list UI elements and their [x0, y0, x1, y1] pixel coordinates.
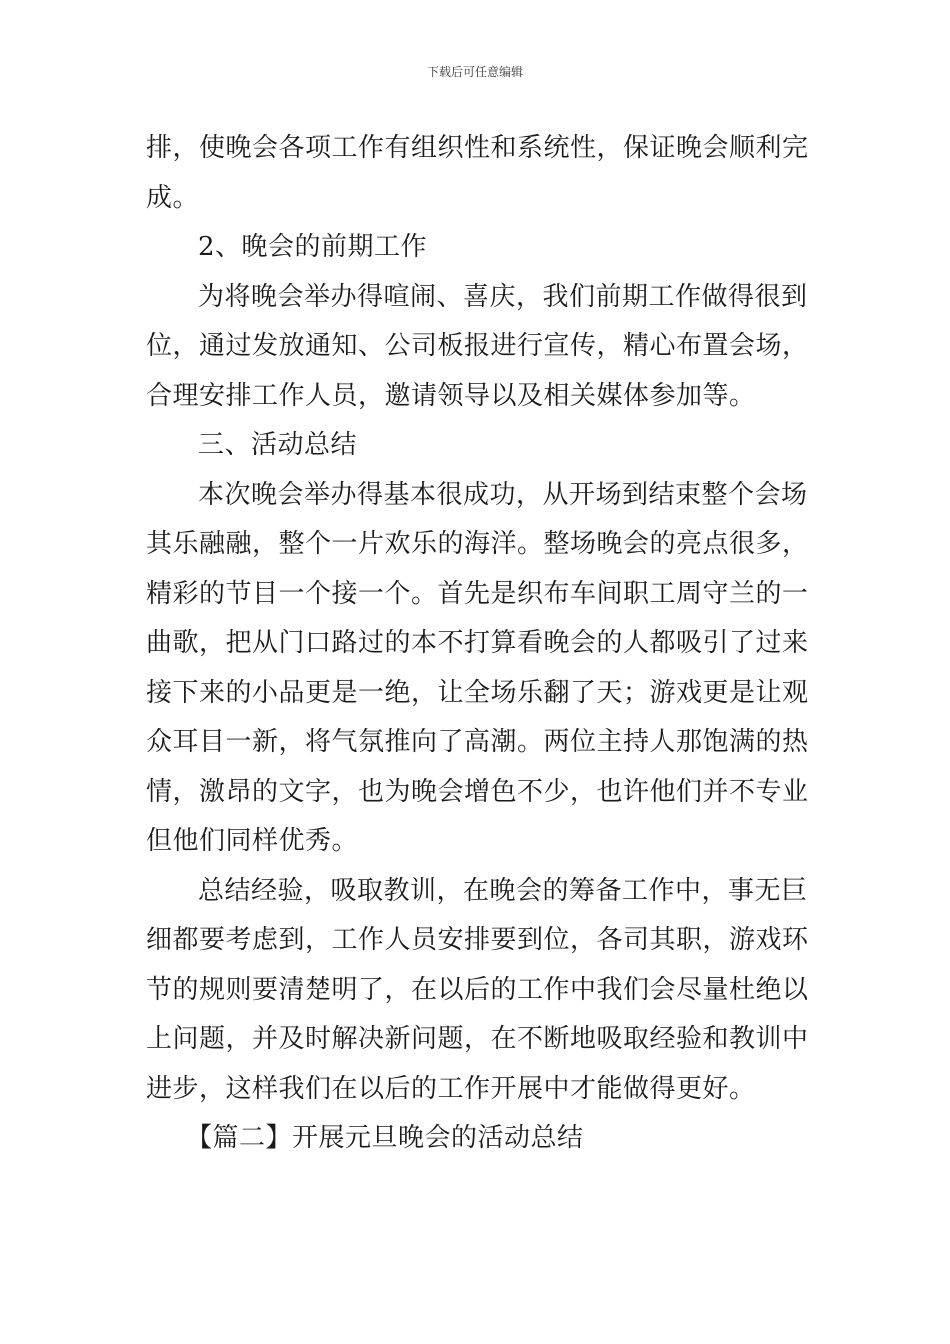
body-line: 曲歌，把从门口路过的本不打算看晚会的人都吸引了过来	[146, 628, 809, 658]
header-note: 下载后可任意编辑	[426, 65, 523, 79]
body-line: 但他们同样优秀。	[146, 826, 359, 856]
body-line: 为将晚会举办得喧闹、喜庆，我们前期工作做得很到	[198, 281, 808, 312]
body-line: 节的规则要清楚明了，在以后的工作中我们会尽量杜绝以	[146, 974, 809, 1005]
section-heading: 2、晚会的前期工作	[198, 232, 428, 262]
document-body	[146, 124, 816, 1164]
body-line: 细都要考虑到，工作人员安排要到位，各司其职，游戏环	[146, 925, 809, 955]
body-line: 其乐融融，整个一片欢乐的海洋。整场晚会的亮点很多，	[146, 529, 809, 559]
body-line: 合理安排工作人员，邀请领导以及相关媒体参加等。	[146, 380, 756, 411]
body-line: 排，使晚会各项工作有组织性和系统性，保证晚会顺利完	[146, 133, 809, 163]
body-line: 本次晚会举办得基本很成功，从开场到结束整个会场	[198, 479, 808, 510]
body-line: 情，激昂的文字，也为晚会增色不少，也许他们并不专业	[146, 776, 809, 807]
body-line: 成。	[146, 182, 200, 213]
section-heading: 三、活动总结	[198, 430, 358, 460]
body-line: 接下来的小品更是一绝，让全场乐翻了天；游戏更是让观	[146, 677, 809, 708]
body-line: 上问题，并及时解决新问题，在不断地吸取经验和教训中	[146, 1024, 809, 1054]
body-line: 精彩的节目一个接一个。首先是织布车间职工周守兰的一	[146, 578, 809, 609]
body-line: 位，通过发放通知、公司板报进行宣传，精心布置会场，	[146, 331, 809, 361]
body-line: 众耳目一新，将气氛推向了高潮。两位主持人那饱满的热	[146, 727, 809, 757]
section-title: 【篇二】开展元旦晚会的活动总结	[186, 1123, 584, 1153]
body-line: 进步，这样我们在以后的工作开展中才能做得更好。	[146, 1073, 756, 1104]
body-line: 总结经验，吸取教训，在晚会的筹备工作中，事无巨	[198, 875, 808, 906]
